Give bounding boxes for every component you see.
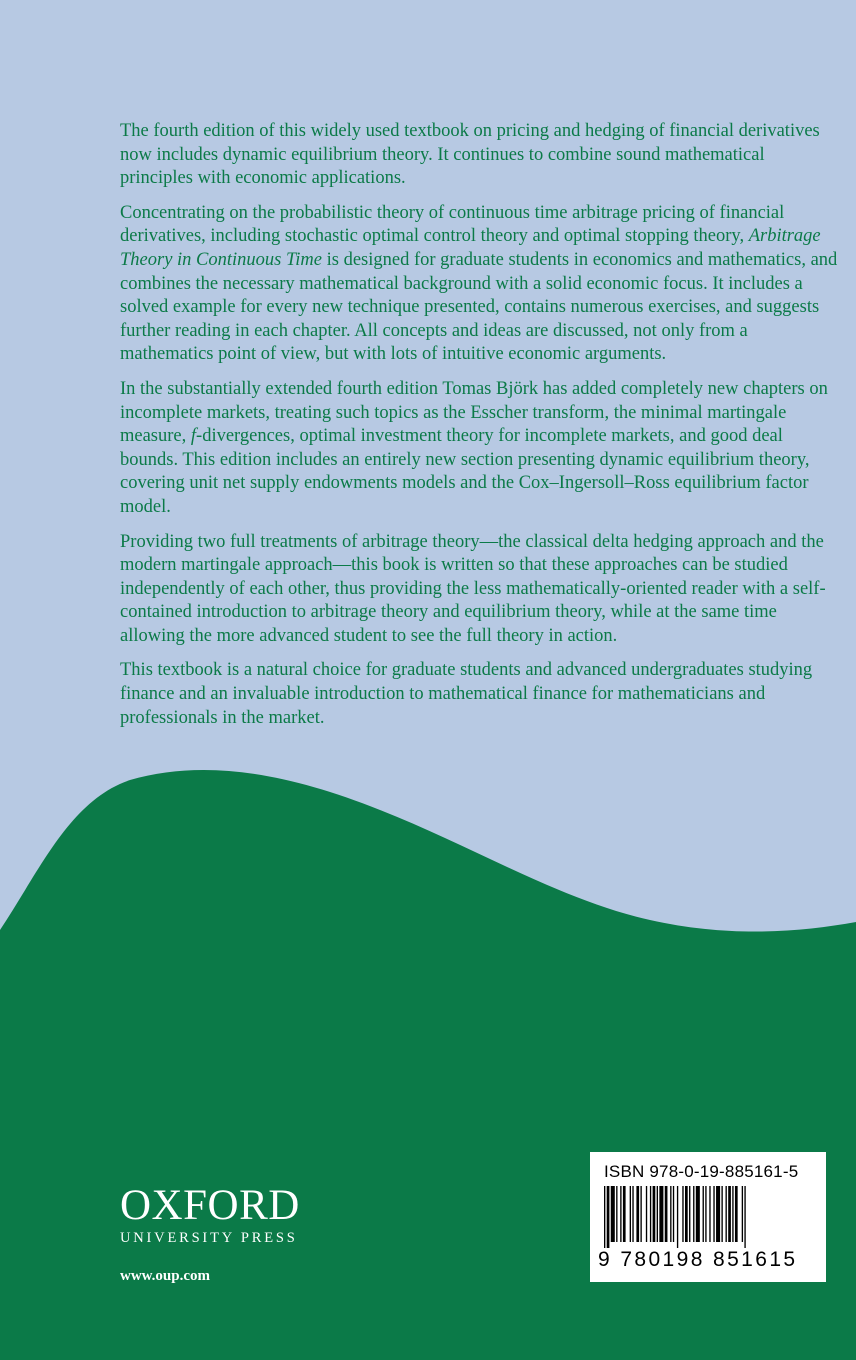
barcode-bar	[726, 1186, 727, 1242]
barcode-bar	[705, 1186, 706, 1242]
publisher-name: OXFORD	[120, 1182, 300, 1229]
blurb-paragraph-3: In the substantially extended fourth edition Tomas Björk has added completely new chapters on incomplete markets, treating such topics as the Esscher transform, the minimal martingale measure, f-divergences, optimal investment theory for incomplete markets, and good deal bounds. This edition includes an entirely new section presenting dynamic equilibrium theory, covering unit net supply endowments models and the Cox–Ingersoll–Ross equilibrium factor model.	[120, 378, 828, 517]
barcode-box	[590, 1152, 826, 1282]
barcode-bar	[689, 1186, 690, 1242]
barcode-bar	[670, 1186, 671, 1242]
barcode-bar	[735, 1186, 738, 1242]
barcode-bar	[616, 1186, 617, 1242]
barcode-bar	[685, 1186, 688, 1242]
barcode-bar	[742, 1186, 743, 1242]
barcode-bar	[732, 1186, 733, 1242]
barcode-bar	[696, 1186, 700, 1242]
barcode-bar	[673, 1186, 674, 1242]
barcode-bar	[640, 1186, 641, 1242]
barcode-bar	[703, 1186, 704, 1242]
barcode-bar	[665, 1186, 668, 1242]
barcode-bar	[721, 1186, 722, 1242]
barcode-bar	[607, 1186, 610, 1248]
back-cover-blurb	[120, 120, 840, 741]
blurb-paragraph-5: This textbook is a natural choice for graduate students and advanced undergraduates studying finance and an invaluable introduction to mathematical finance for mathematicians and professionals in the market.	[120, 660, 813, 728]
barcode-bar	[659, 1186, 663, 1242]
blurb-paragraph-2: Concentrating on the probabilistic theory of continuous time arbitrage pricing of financial derivatives, including stochastic optimal control theory and optimal stopping theory, Arbitrage Theory in Continuous Time is designed for graduate students in economics and mathematics, and combines the necessary mathematical background with a solid economic focus. It includes a solved example for every new technique presented, contains numerous exercises, and suggests further reading in each chapter. All concepts and ideas are discussed, not only from a mathematics point of view, but with lots of intuitive economic arguments.	[120, 202, 838, 365]
publisher-url: www.oup.com	[120, 1268, 211, 1284]
publisher-logo	[120, 1184, 300, 1247]
barcode-bar	[630, 1186, 631, 1242]
blurb-paragraph-1: The fourth edition of this widely used textbook on pricing and hedging of financial derivatives now includes dynamic equilibrium theory. It continues to combine sound mathematical principles with economic applications.	[120, 121, 820, 189]
isbn-label: ISBN 978-0-19-885161-5	[604, 1162, 799, 1181]
barcode-bar	[653, 1186, 656, 1242]
barcode-bar	[650, 1186, 651, 1242]
barcode-bar	[632, 1186, 633, 1242]
barcode-bar	[713, 1186, 714, 1242]
barcode-bar	[677, 1186, 678, 1248]
barcode-bar	[646, 1186, 647, 1242]
barcode-bar	[693, 1186, 694, 1242]
blurb-paragraph-4: Providing two full treatments of arbitrage theory—the classical delta hedging approach and the modern martingale approach—this book is written so that these approaches can be studied independently of each other, thus providing the less mathematically-oriented reader with a self-contained introduction to arbitrage theory and equilibrium theory, while at the same time allowing the more advanced student to see the full theory in action.	[120, 531, 826, 646]
barcode-bar	[744, 1186, 745, 1248]
barcode-bar	[709, 1186, 710, 1242]
barcode-bar	[657, 1186, 658, 1242]
book-title: Arbitrage Theory in Continuous Time	[120, 226, 821, 270]
barcode-bar	[620, 1186, 621, 1242]
publisher-subtitle: UNIVERSITY PRESS	[120, 1230, 298, 1246]
barcode-bar	[611, 1186, 615, 1242]
barcode-digits: 9 780198 851615	[598, 1248, 798, 1271]
barcode-bar	[682, 1186, 683, 1242]
barcode-bar	[636, 1186, 639, 1242]
barcode-bar	[604, 1186, 605, 1248]
barcode-bar	[716, 1186, 720, 1242]
barcode-bars	[600, 1186, 816, 1248]
barcode-bar	[623, 1186, 626, 1242]
barcode-bar	[728, 1186, 731, 1242]
